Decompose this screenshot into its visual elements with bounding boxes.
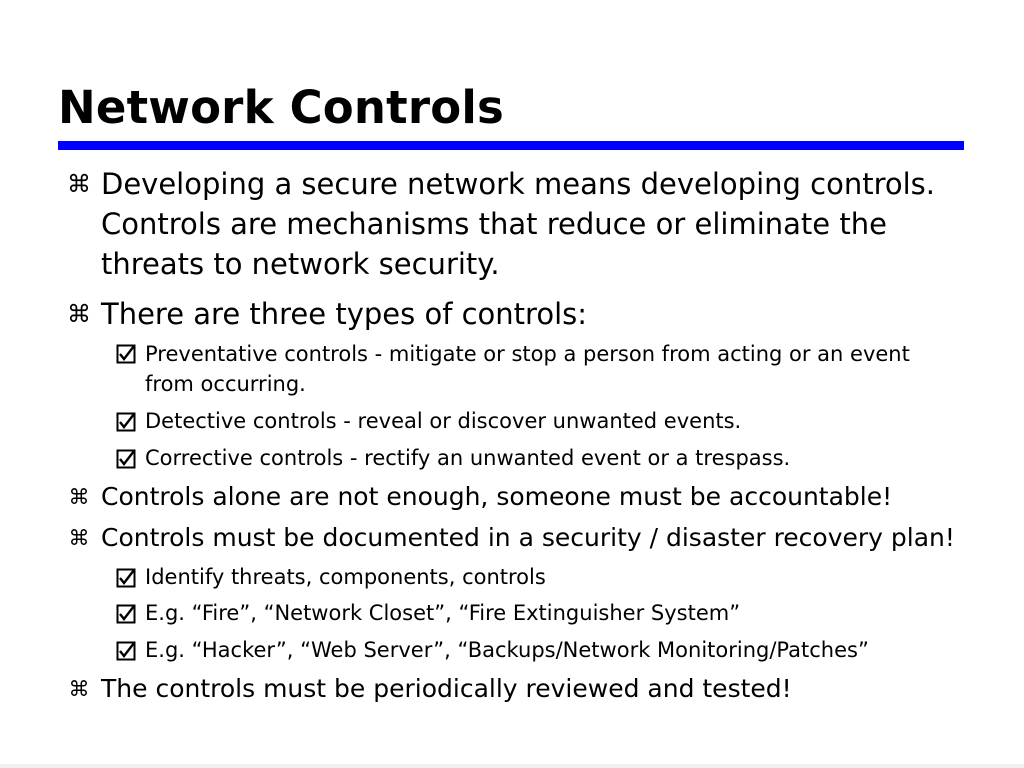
bullet-line: Corrective controls - rectify an unwanted event or a trespass. <box>145 446 791 470</box>
bullet-item <box>101 294 971 334</box>
slide-footer-band <box>0 764 1024 768</box>
sub-bullet-item <box>145 339 975 399</box>
checkbox-icon <box>116 344 136 364</box>
command-key-icon: ⌘ <box>67 170 91 198</box>
bullet-item <box>101 520 971 556</box>
slide-title: Network Controls <box>58 81 504 134</box>
bullet-line: The controls must be periodically reviewed and tested! <box>101 674 792 703</box>
sub-bullet-item <box>145 635 975 665</box>
sub-bullet-item <box>145 598 975 628</box>
bullet-line: Developing a secure network means developing controls. <box>101 167 935 201</box>
checkbox-icon <box>116 604 136 624</box>
title-underline <box>58 141 964 150</box>
sub-bullet-item <box>145 562 975 592</box>
bullet-line: Controls are mechanisms that reduce or eliminate the <box>101 207 887 241</box>
checkbox-icon <box>116 412 136 432</box>
bullet-line: Preventative controls - mitigate or stop a person from acting or an event <box>145 342 910 366</box>
checkbox-icon <box>116 641 136 661</box>
checkbox-icon <box>116 449 136 469</box>
checkbox-icon <box>116 568 136 588</box>
bullet-line: Controls alone are not enough, someone must be accountable! <box>101 482 893 511</box>
bullet-line: threats to network security. <box>101 247 500 281</box>
bullet-line: Identify threats, components, controls <box>145 565 546 589</box>
bullet-item <box>101 671 971 707</box>
bullet-line: Detective controls - reveal or discover unwanted events. <box>145 409 742 433</box>
bullet-item <box>101 479 971 515</box>
command-key-icon: ⌘ <box>67 300 91 328</box>
bullet-line: E.g. “Fire”, “Network Closet”, “Fire Extinguisher System” <box>145 601 741 625</box>
command-key-icon: ⌘ <box>68 485 90 509</box>
bullet-item <box>101 164 971 284</box>
sub-bullet-item <box>145 443 975 473</box>
bullet-line: E.g. “Hacker”, “Web Server”, “Backups/Network Monitoring/Patches” <box>145 638 869 662</box>
command-key-icon: ⌘ <box>68 677 90 701</box>
bullet-line: There are three types of controls: <box>101 297 588 331</box>
command-key-icon: ⌘ <box>68 526 90 550</box>
bullet-line: Controls must be documented in a security / disaster recovery plan! <box>101 523 955 552</box>
sub-bullet-item <box>145 406 975 436</box>
bullet-line: from occurring. <box>145 372 306 396</box>
